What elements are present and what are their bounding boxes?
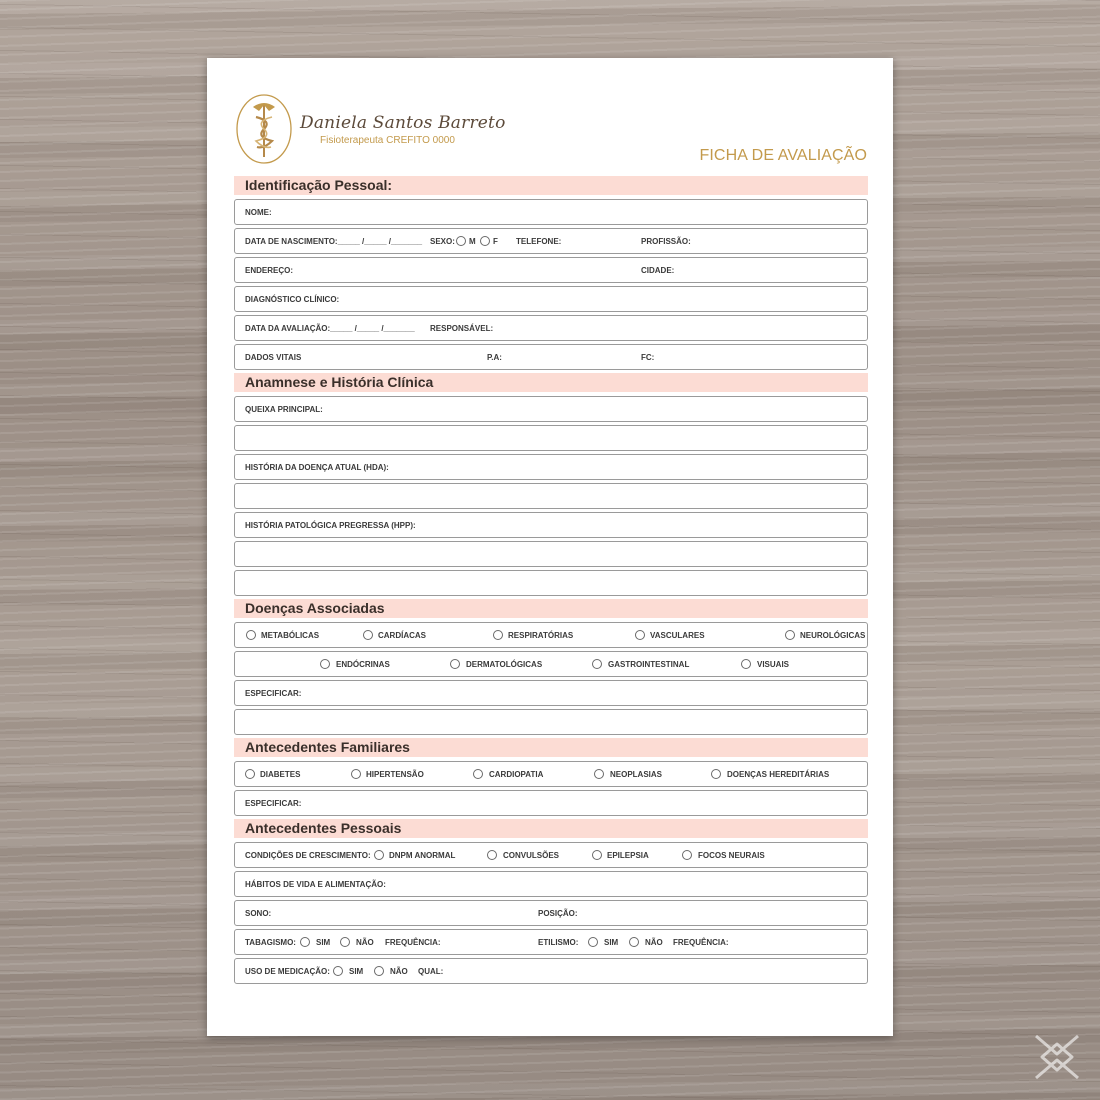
- form-row-sono[interactable]: [234, 900, 868, 926]
- brand-subtitle: Fisioterapeuta CREFITO 0000: [320, 135, 455, 146]
- field-label-especificar: ESPECIFICAR:: [245, 689, 302, 698]
- form-row-doencas-2: [234, 651, 868, 677]
- form-row-familiares: [234, 761, 868, 787]
- field-label-etilismo: ETILISMO:: [538, 938, 579, 947]
- field-label-data-nascimento: DATA DE NASCIMENTO:_____ /_____ /_______: [245, 237, 423, 246]
- form-row-queixa[interactable]: [234, 396, 868, 422]
- checkbox-tabagismo-sim[interactable]: [300, 937, 310, 947]
- option-label: GASTROINTESTINAL: [608, 660, 690, 669]
- option-label: RESPIRATÓRIAS: [508, 631, 574, 640]
- form-row-blank[interactable]: [234, 709, 868, 735]
- field-label-pa: P.A:: [487, 353, 502, 362]
- checkbox-medicacao-nao[interactable]: [374, 966, 384, 976]
- field-label-dados-vitais: DADOS VITAIS: [245, 353, 302, 362]
- form-row-especificar-doencas[interactable]: [234, 680, 868, 706]
- option-label: FOCOS NEURAIS: [698, 851, 765, 860]
- option-label: METABÓLICAS: [261, 631, 320, 640]
- option-label-nao: NÃO: [356, 938, 374, 947]
- section-anamnese: Anamnese e História Clínica: [234, 373, 868, 392]
- checkbox-hipertensao[interactable]: [351, 769, 361, 779]
- checkbox-endocrinas[interactable]: [320, 659, 330, 669]
- checkbox-neurologicas[interactable]: [785, 630, 795, 640]
- checkbox-doencas-hereditarias[interactable]: [711, 769, 721, 779]
- form-row-nascimento[interactable]: [234, 228, 868, 254]
- field-label-nome: NOME:: [245, 208, 272, 217]
- option-label: DOENÇAS HEREDITÁRIAS: [727, 770, 830, 779]
- field-label-data-avaliacao: DATA DA AVALIAÇÃO:_____ /_____ /_______: [245, 324, 415, 333]
- checkbox-cardiopatia[interactable]: [473, 769, 483, 779]
- field-label-cidade: CIDADE:: [641, 266, 675, 275]
- field-label-profissao: PROFISSÃO:: [641, 237, 691, 246]
- field-label-habitos: HÁBITOS DE VIDA E ALIMENTAÇÃO:: [245, 880, 386, 889]
- checkbox-etilismo-nao[interactable]: [629, 937, 639, 947]
- field-label-frequencia: FREQUÊNCIA:: [385, 938, 441, 947]
- option-label: DIABETES: [260, 770, 301, 779]
- form-content: [234, 175, 868, 987]
- option-label: NEOPLASIAS: [610, 770, 663, 779]
- option-label: ENDÓCRINAS: [336, 660, 390, 669]
- checkbox-medicacao-sim[interactable]: [333, 966, 343, 976]
- option-label: CARDÍACAS: [378, 631, 426, 640]
- form-row-habitos[interactable]: [234, 871, 868, 897]
- form-row-especificar-familiares[interactable]: [234, 790, 868, 816]
- checkbox-dnpm-anormal[interactable]: [374, 850, 384, 860]
- field-label-endereco: ENDEREÇO:: [245, 266, 294, 275]
- field-label-sono: SONO:: [245, 909, 272, 918]
- option-label: VISUAIS: [757, 660, 790, 669]
- option-label: CARDIOPATIA: [489, 770, 544, 779]
- option-label-sim: SIM: [349, 967, 364, 976]
- field-label-qual: QUAL:: [418, 967, 444, 976]
- form-row-nome[interactable]: [234, 199, 868, 225]
- form-row-doencas-1: [234, 622, 868, 648]
- checkbox-vasculares[interactable]: [635, 630, 645, 640]
- checkbox-gastrointestinal[interactable]: [592, 659, 602, 669]
- checkbox-respiratorias[interactable]: [493, 630, 503, 640]
- checkbox-convulsoes[interactable]: [487, 850, 497, 860]
- field-label-frequencia: FREQUÊNCIA:: [673, 938, 729, 947]
- evaluation-form-sheet: [207, 58, 893, 1036]
- brand-watermark-icon: [1032, 1032, 1082, 1082]
- brand-name: Daniela Santos Barreto: [300, 113, 506, 133]
- option-label-m: M: [469, 237, 476, 246]
- form-row-dados-vitais[interactable]: [234, 344, 868, 370]
- option-label-f: F: [493, 237, 498, 246]
- checkbox-sexo-f[interactable]: [480, 236, 490, 246]
- option-label: DERMATOLÓGICAS: [466, 660, 543, 669]
- form-row-endereco[interactable]: [234, 257, 868, 283]
- form-row-diagnostico[interactable]: [234, 286, 868, 312]
- form-row-medicacao: [234, 958, 868, 984]
- form-row-blank[interactable]: [234, 425, 868, 451]
- form-row-hda[interactable]: [234, 454, 868, 480]
- checkbox-dermatologicas[interactable]: [450, 659, 460, 669]
- option-label: CONVULSÕES: [503, 851, 560, 860]
- document-title: FICHA DE AVALIAÇÃO: [699, 147, 867, 164]
- caduceus-logo: [235, 93, 293, 165]
- option-label-sim: SIM: [316, 938, 331, 947]
- field-label-fc: FC:: [641, 353, 655, 362]
- option-label-nao: NÃO: [390, 967, 408, 976]
- option-label: VASCULARES: [650, 631, 705, 640]
- option-label-sim: SIM: [604, 938, 619, 947]
- checkbox-focos-neurais[interactable]: [682, 850, 692, 860]
- field-label-queixa: QUEIXA PRINCIPAL:: [245, 405, 323, 414]
- option-label: NEUROLÓGICAS: [800, 631, 866, 640]
- field-label-posicao: POSIÇÃO:: [538, 909, 578, 918]
- field-label-medicacao: USO DE MEDICAÇÃO:: [245, 967, 330, 976]
- field-label-telefone: TELEFONE:: [516, 237, 562, 246]
- checkbox-tabagismo-nao[interactable]: [340, 937, 350, 947]
- field-label-responsavel: RESPONSÁVEL:: [430, 324, 494, 333]
- option-label: HIPERTENSÃO: [366, 770, 424, 779]
- checkbox-diabetes[interactable]: [245, 769, 255, 779]
- field-label-especificar: ESPECIFICAR:: [245, 799, 302, 808]
- form-row-crescimento: [234, 842, 868, 868]
- form-row-blank[interactable]: [234, 570, 868, 596]
- form-row-hpp[interactable]: [234, 512, 868, 538]
- option-label: DNPM ANORMAL: [389, 851, 456, 860]
- field-label-diagnostico: DIAGNÓSTICO CLÍNICO:: [245, 295, 340, 304]
- option-label: EPILEPSIA: [607, 851, 649, 860]
- section-doencas: Doenças Associadas: [234, 599, 868, 618]
- checkbox-etilismo-sim[interactable]: [588, 937, 598, 947]
- form-row-blank[interactable]: [234, 541, 868, 567]
- checkbox-neoplasias[interactable]: [594, 769, 604, 779]
- checkbox-sexo-m[interactable]: [456, 236, 466, 246]
- checkbox-visuais[interactable]: [741, 659, 751, 669]
- field-label-sexo: SEXO:: [430, 237, 455, 246]
- form-row-tabagismo-etilismo: [234, 929, 868, 955]
- section-pessoais: Antecedentes Pessoais: [234, 819, 868, 838]
- checkbox-metabolicas[interactable]: [246, 630, 256, 640]
- option-label-nao: NÃO: [645, 938, 663, 947]
- section-identificacao: Identificação Pessoal:: [234, 176, 868, 195]
- form-row-avaliacao[interactable]: [234, 315, 868, 341]
- field-label-crescimento: CONDIÇÕES DE CRESCIMENTO:: [245, 851, 371, 860]
- field-label-hpp: HISTÓRIA PATOLÓGICA PREGRESSA (HPP):: [245, 521, 416, 530]
- checkbox-epilepsia[interactable]: [592, 850, 602, 860]
- field-label-tabagismo: TABAGISMO:: [245, 938, 296, 947]
- field-label-hda: HISTÓRIA DA DOENÇA ATUAL (HDA):: [245, 463, 389, 472]
- checkbox-cardiacas[interactable]: [363, 630, 373, 640]
- section-familiares: Antecedentes Familiares: [234, 738, 868, 757]
- form-row-blank[interactable]: [234, 483, 868, 509]
